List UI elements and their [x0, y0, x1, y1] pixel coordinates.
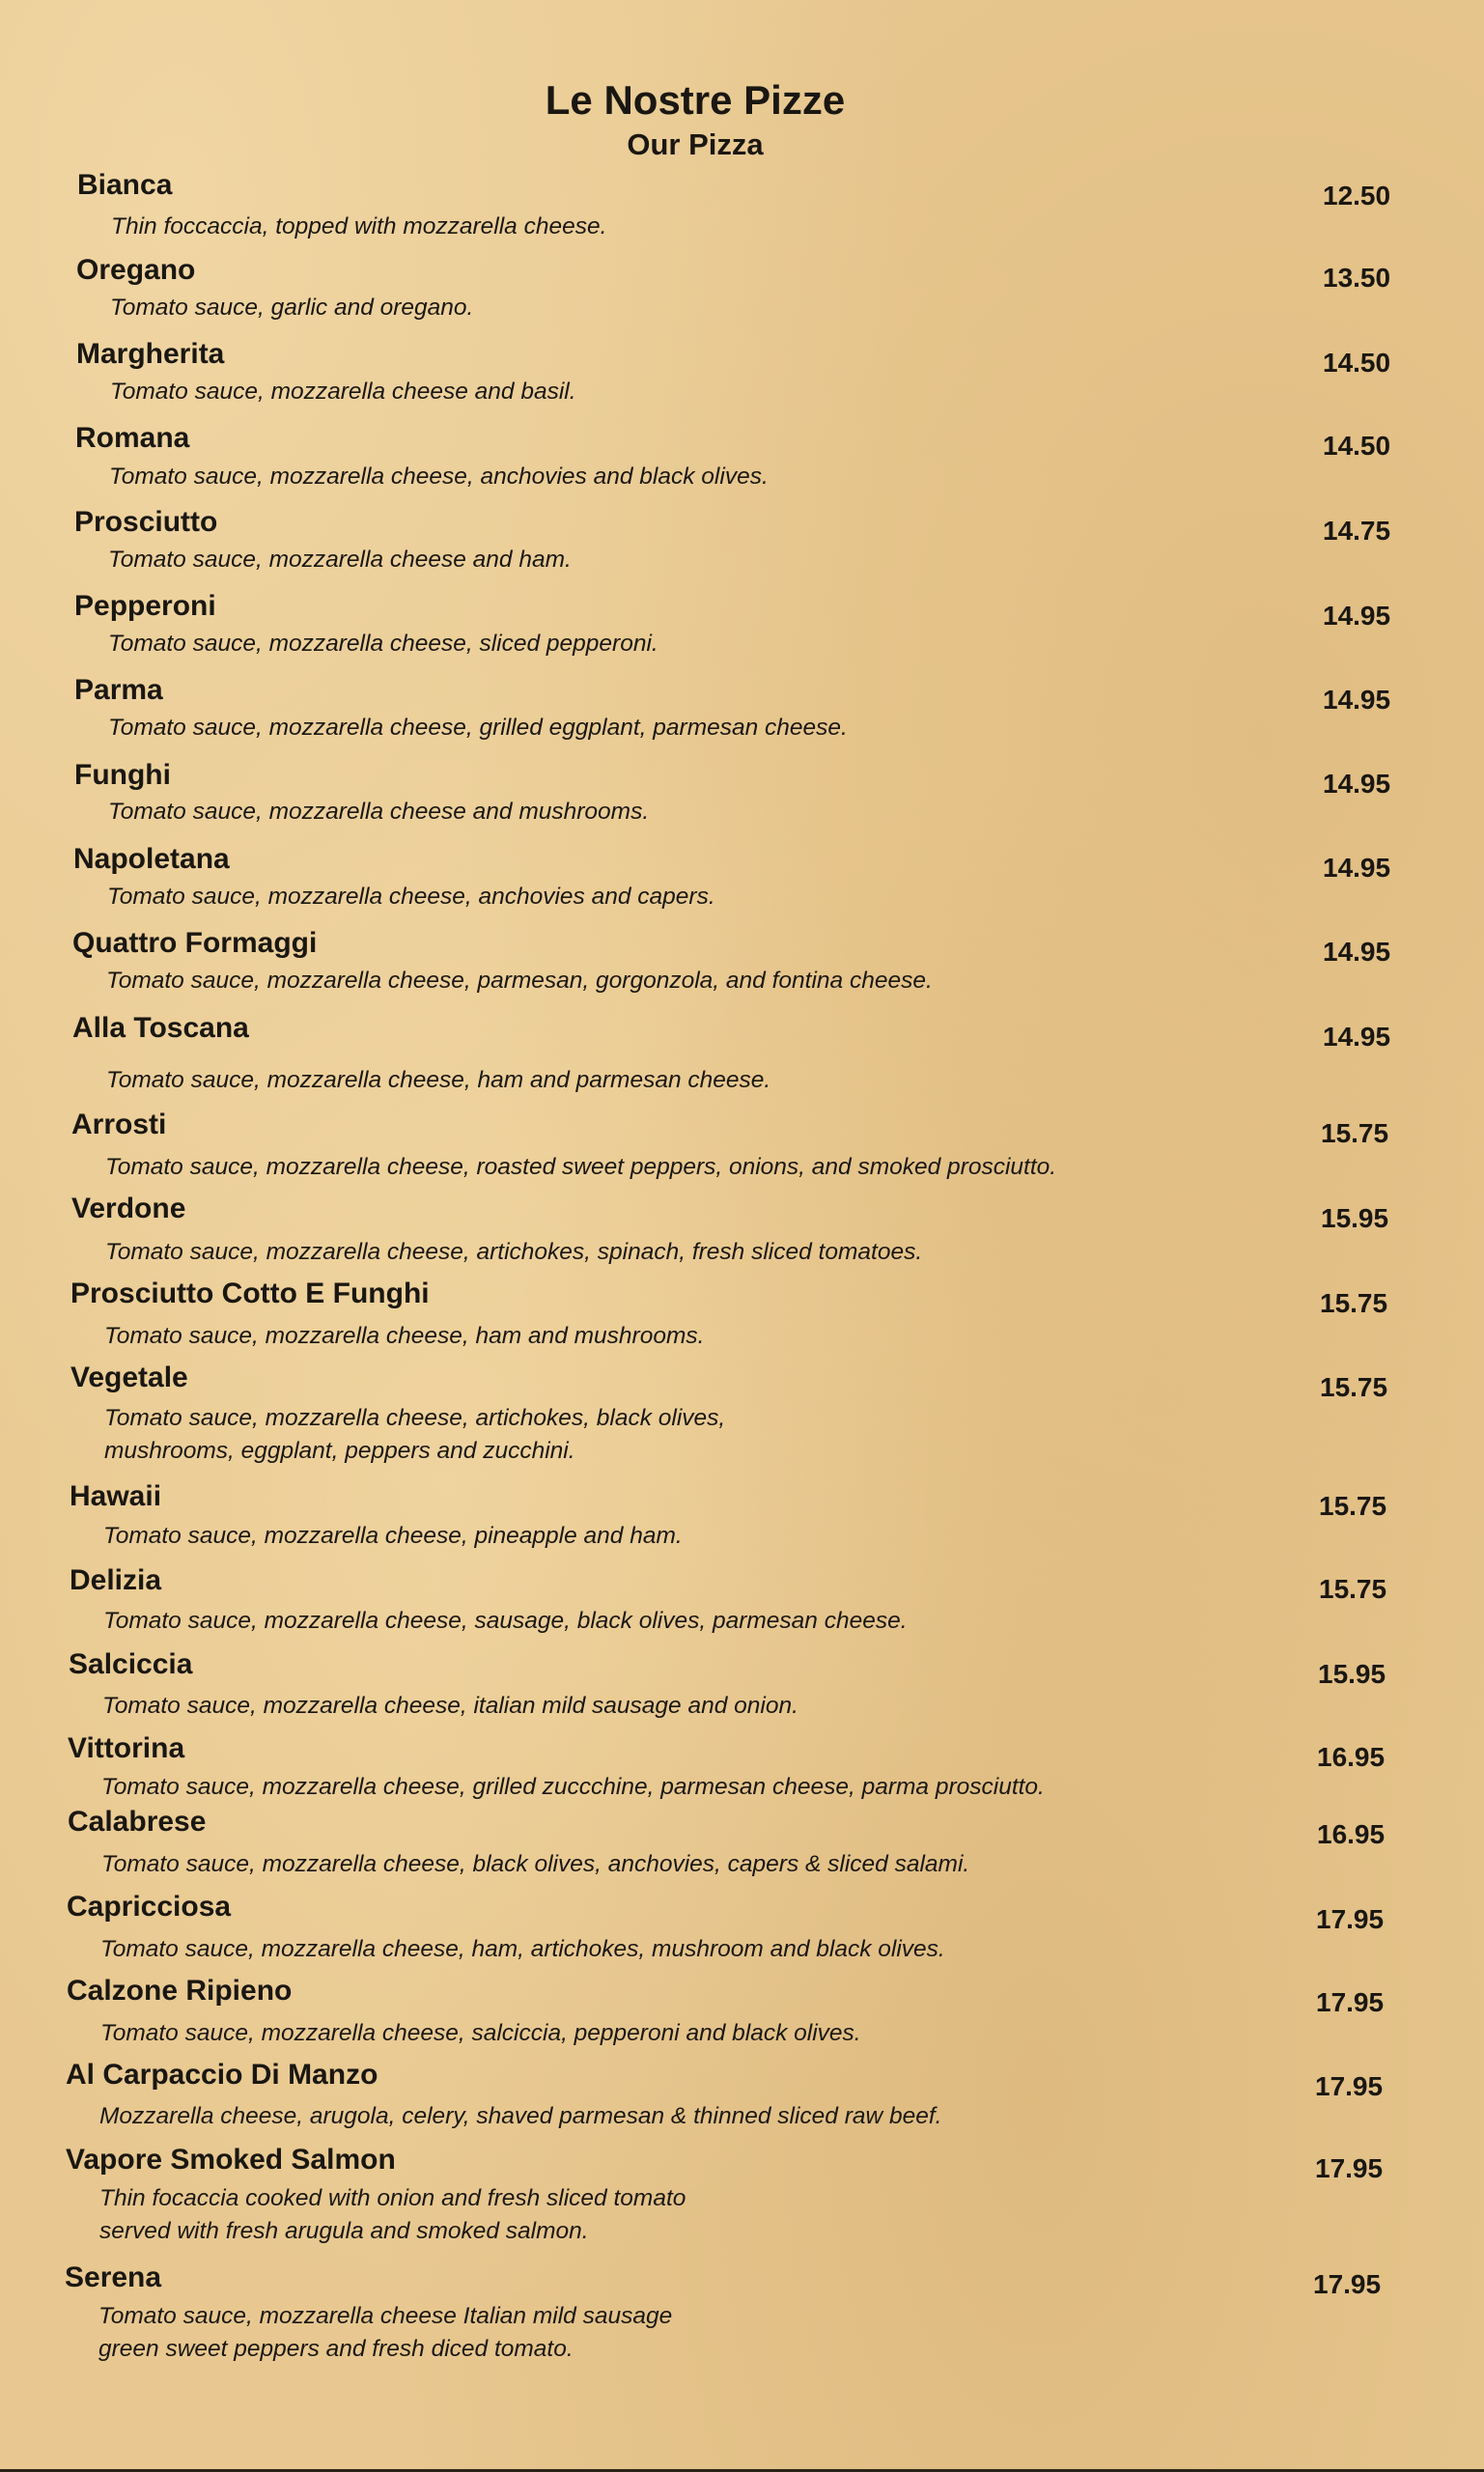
item-price: 15.75	[1319, 1574, 1387, 1604]
item-name: Capricciosa	[67, 1891, 232, 1923]
item-price: 14.75	[1323, 516, 1391, 546]
item-price: 14.50	[1323, 431, 1391, 461]
item-description: Tomato sauce, mozzarella cheese, italian mild sausage and onion.	[102, 1693, 798, 1719]
item-name: Vittorina	[68, 1732, 185, 1764]
item-name: Napoletana	[73, 843, 230, 875]
item-price: 14.95	[1323, 685, 1391, 715]
item-description: Mozzarella cheese, arugola, celery, shaved parmesan & thinned sliced raw beef.	[99, 2103, 942, 2129]
item-description: Tomato sauce, mozzarella cheese, grilled zuccchine, parmesan cheese, parma prosciutto.	[101, 1774, 1045, 1800]
item-description: Tomato sauce, mozzarella cheese, grilled eggplant, parmesan cheese.	[108, 715, 848, 741]
item-price: 17.95	[1315, 2071, 1384, 2101]
item-name: Bianca	[77, 169, 173, 201]
item-price: 17.95	[1313, 2269, 1382, 2299]
menu-title: Le Nostre Pizze	[545, 77, 846, 123]
item-price: 16.95	[1317, 1819, 1386, 1849]
item-description: served with fresh arugula and smoked salmon.	[99, 2218, 589, 2244]
item-name: Alla Toscana	[72, 1012, 249, 1044]
item-name: Parma	[74, 674, 163, 706]
item-description: Tomato sauce, mozzarella cheese, parmesan, gorgonzola, and fontina cheese.	[106, 968, 933, 994]
item-price: 15.75	[1319, 1491, 1387, 1521]
item-name: Verdone	[71, 1193, 186, 1224]
item-price: 16.95	[1317, 1742, 1386, 1772]
item-description: Tomato sauce, mozzarella cheese, sliced pepperoni.	[108, 631, 658, 657]
item-description: Tomato sauce, garlic and oregano.	[110, 295, 474, 321]
item-description: Tomato sauce, mozzarella cheese and mushrooms.	[108, 799, 650, 825]
item-description: Tomato sauce, mozzarella cheese, anchovies and capers.	[107, 884, 715, 910]
item-price: 15.75	[1320, 1288, 1388, 1318]
item-description: Tomato sauce, mozzarella cheese, anchovies and black olives.	[109, 464, 769, 490]
item-name: Margherita	[76, 338, 225, 370]
item-description: Tomato sauce, mozzarella cheese, black olives, anchovies, capers & sliced salami.	[101, 1851, 970, 1877]
item-name: Al Carpaccio Di Manzo	[66, 2059, 378, 2091]
item-description: Tomato sauce, mozzarella cheese and basil.	[110, 379, 576, 405]
item-name: Salciccia	[69, 1648, 193, 1680]
item-price: 15.75	[1320, 1372, 1388, 1402]
item-description: Tomato sauce, mozzarella cheese Italian mild sausage	[98, 2303, 673, 2329]
item-name: Romana	[75, 422, 190, 454]
item-name: Vapore Smoked Salmon	[66, 2144, 396, 2176]
item-description: Thin focaccia cooked with onion and fresh sliced tomato	[99, 2185, 686, 2211]
item-description: Tomato sauce, mozzarella cheese, sausage, black olives, parmesan cheese.	[103, 1608, 908, 1634]
item-name: Quattro Formaggi	[72, 927, 318, 959]
item-name: Arrosti	[71, 1109, 167, 1140]
item-description: Tomato sauce, mozzarella cheese, roasted sweet peppers, onions, and smoked prosciutto.	[105, 1154, 1057, 1180]
item-name: Pepperoni	[74, 590, 216, 622]
item-name: Hawaii	[70, 1480, 162, 1512]
item-name: Serena	[65, 2261, 162, 2293]
item-price: 17.95	[1316, 1904, 1385, 1934]
item-description: green sweet peppers and fresh diced tomato.	[98, 2336, 574, 2362]
item-name: Prosciutto Cotto E Funghi	[70, 1278, 430, 1309]
item-name: Prosciutto	[74, 506, 218, 538]
menu-subtitle: Our Pizza	[627, 127, 764, 161]
item-price: 17.95	[1315, 2153, 1384, 2183]
item-price: 15.95	[1318, 1659, 1386, 1689]
item-description: Tomato sauce, mozzarella cheese, artichokes, spinach, fresh sliced tomatoes.	[105, 1239, 923, 1265]
item-price: 14.95	[1323, 853, 1391, 883]
item-name: Vegetale	[70, 1362, 188, 1393]
item-description: Thin foccaccia, topped with mozzarella cheese.	[111, 213, 607, 239]
item-description: Tomato sauce, mozzarella cheese, pineapple and ham.	[103, 1523, 683, 1549]
item-price: 14.95	[1323, 769, 1391, 799]
item-price: 14.50	[1323, 348, 1391, 378]
item-description: Tomato sauce, mozzarella cheese, ham, artichokes, mushroom and black olives.	[100, 1936, 945, 1962]
item-description: Tomato sauce, mozzarella cheese, ham and parmesan cheese.	[106, 1067, 771, 1093]
item-name: Calabrese	[68, 1806, 207, 1838]
item-price: 13.50	[1323, 263, 1391, 293]
item-description: mushrooms, eggplant, peppers and zucchini.	[104, 1438, 575, 1464]
item-price: 15.95	[1321, 1203, 1389, 1233]
item-name: Oregano	[76, 254, 196, 286]
item-price: 15.75	[1321, 1118, 1389, 1148]
item-price: 17.95	[1316, 1987, 1385, 2017]
item-price: 14.95	[1323, 1022, 1391, 1052]
item-price: 14.95	[1323, 937, 1391, 967]
item-description: Tomato sauce, mozzarella cheese and ham.	[108, 547, 572, 573]
item-name: Funghi	[74, 759, 171, 791]
item-description: Tomato sauce, mozzarella cheese, salciccia, pepperoni and black olives.	[100, 2020, 861, 2046]
item-name: Calzone Ripieno	[67, 1975, 293, 2007]
item-price: 12.50	[1323, 181, 1391, 211]
item-price: 14.95	[1323, 601, 1391, 631]
item-description: Tomato sauce, mozzarella cheese, artichokes, black olives,	[104, 1405, 726, 1431]
item-description: Tomato sauce, mozzarella cheese, ham and mushrooms.	[104, 1323, 705, 1349]
item-name: Delizia	[70, 1564, 162, 1596]
